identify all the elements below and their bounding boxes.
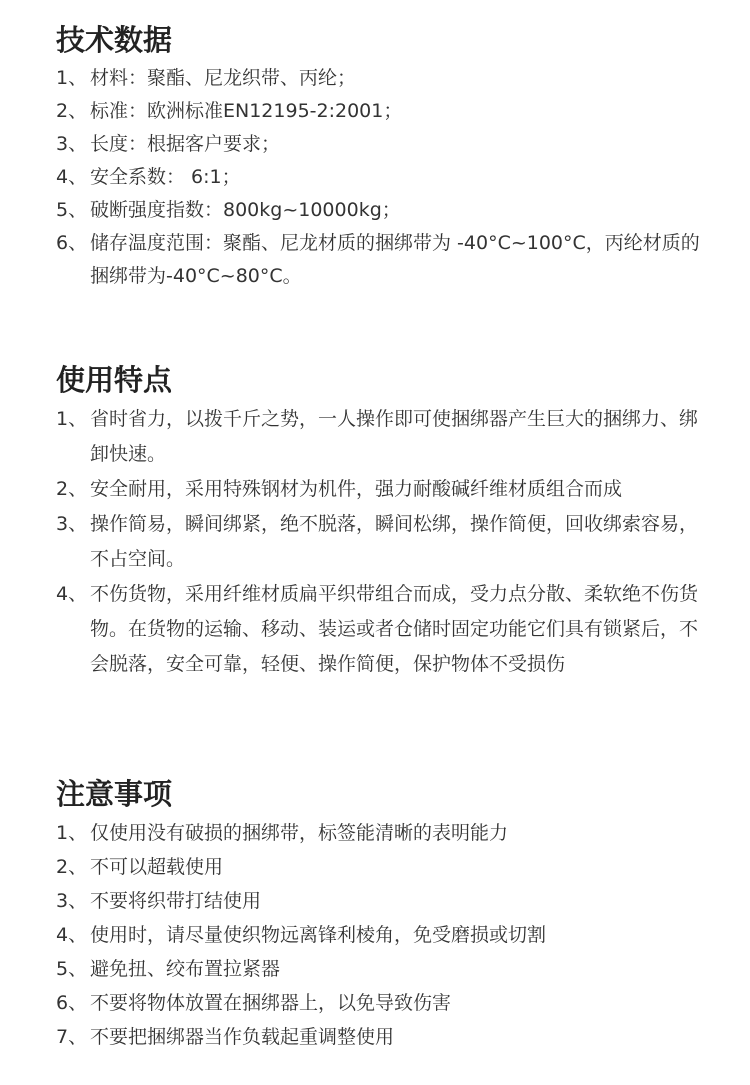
list-item (56, 472, 716, 507)
item-text: 安全系数： 6:1； (90, 166, 241, 188)
tech-data-heading: 技术数据 (56, 23, 173, 57)
list-item (56, 986, 716, 1020)
list-item (56, 161, 716, 194)
tech-data-section (56, 18, 716, 293)
item-text: 不可以超载使用 (90, 856, 224, 878)
item-text: 不要把捆绑器当作负载起重调整使用 (90, 1026, 395, 1048)
item-number: 3、 (56, 133, 88, 155)
list-item (56, 1020, 716, 1054)
list-item (56, 577, 716, 682)
features-heading: 使用特点 (56, 363, 173, 397)
tech-data-list (56, 62, 716, 293)
item-text: 操作简易，瞬间绑紧，绝不脱落，瞬间松绑，操作简便，回收绑索容易，不占空间。 (90, 513, 699, 570)
list-item (56, 816, 716, 850)
item-number: 2、 (56, 100, 88, 122)
item-text: 长度：根据客户要求； (90, 133, 281, 155)
precautions-list (56, 816, 716, 1054)
list-item (56, 194, 716, 227)
item-number: 2、 (56, 856, 88, 878)
item-number: 6、 (56, 992, 88, 1014)
item-text: 省时省力，以拨千斤之势，一人操作即可使捆绑器产生巨大的捆绑力、绑卸快速。 (90, 408, 699, 465)
list-item (56, 884, 716, 918)
item-text: 储存温度范围：聚酯、尼龙材质的捆绑带为 -40°C~100°C，丙纶材质的捆绑带为-40°C~80°C。 (90, 232, 700, 287)
item-text: 避免扭、绞布置拉紧器 (90, 958, 281, 980)
list-item (56, 62, 716, 95)
item-text: 不要将物体放置在捆绑器上，以免导致伤害 (90, 992, 452, 1014)
list-item (56, 227, 716, 293)
list-item (56, 507, 716, 577)
item-text: 仅使用没有破损的捆绑带，标签能清晰的表明能力 (90, 822, 509, 844)
features-list (56, 402, 716, 682)
precautions-section (56, 772, 716, 1054)
item-text: 安全耐用，采用特殊钢材为机件，强力耐酸碱纤维材质组合而成 (90, 478, 623, 500)
item-text: 使用时，请尽量使织物远离锋利棱角，免受磨损或切割 (90, 924, 547, 946)
item-number: 6、 (56, 232, 88, 254)
item-number: 3、 (56, 513, 88, 535)
list-item (56, 128, 716, 161)
features-section (56, 358, 716, 682)
item-number: 4、 (56, 583, 88, 605)
list-item (56, 402, 716, 472)
item-text: 破断强度指数：800kg~10000kg； (90, 199, 401, 221)
item-number: 5、 (56, 958, 88, 980)
list-item (56, 952, 716, 986)
item-number: 3、 (56, 890, 88, 912)
item-number: 7、 (56, 1026, 88, 1048)
item-number: 5、 (56, 199, 88, 221)
item-number: 2、 (56, 478, 88, 500)
item-text: 材料：聚酯、尼龙织带、丙纶； (90, 67, 357, 89)
item-text: 标准：欧洲标准EN12195-2:2001； (90, 100, 403, 122)
item-text: 不伤货物，采用纤维材质扁平织带组合而成，受力点分散、柔软绝不伤货物。在货物的运输、移动、装运或者仓储时固定功能它们具有锁紧后，不会脱落，安全可靠，轻便、操作简便，保护物体不受损伤 (90, 583, 699, 675)
item-number: 1、 (56, 822, 88, 844)
list-item (56, 850, 716, 884)
item-number: 4、 (56, 166, 88, 188)
item-number: 1、 (56, 408, 88, 430)
item-number: 4、 (56, 924, 88, 946)
item-number: 1、 (56, 67, 88, 89)
item-text: 不要将织带打结使用 (90, 890, 262, 912)
precautions-heading: 注意事项 (56, 777, 173, 811)
list-item (56, 918, 716, 952)
list-item (56, 95, 716, 128)
